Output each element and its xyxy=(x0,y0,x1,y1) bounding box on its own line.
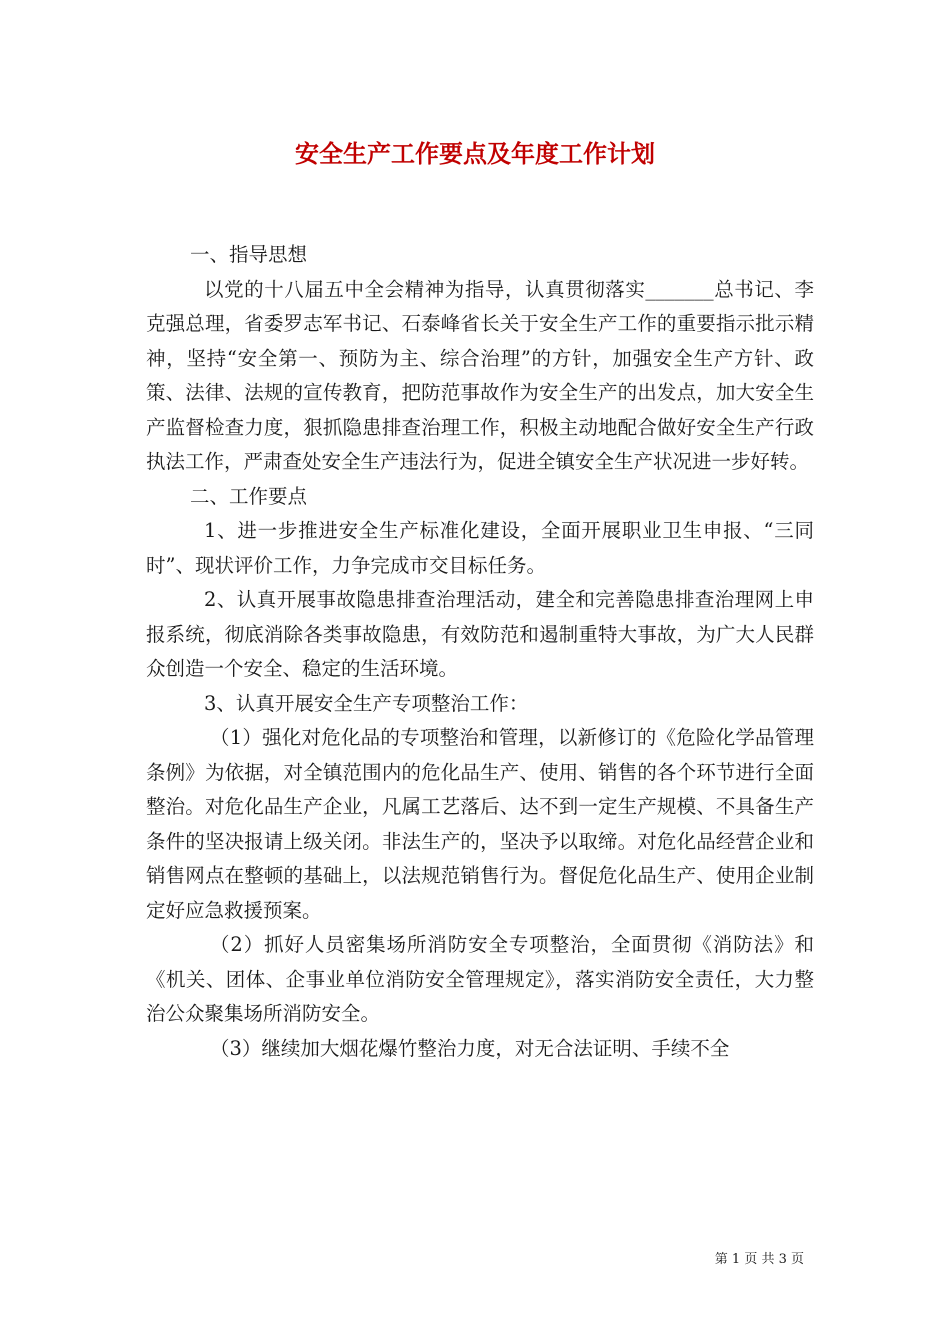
section-heading-guiding-ideology: 一、指导思想 xyxy=(190,243,308,266)
sub-item-2: （2）抓好人员密集场所消防安全专项整治，全面贯彻《消防法》和《机关、团体、企事业单位消防安全管理规定》，落实消防安全责任，大力整治公众聚集场所消防安全。 xyxy=(146,933,814,1025)
document-title: 安全生产工作要点及年度工作计划 xyxy=(295,139,655,168)
list-item-2: 2、认真开展事故隐患排查治理活动，建全和完善隐患排查治理网上申报系统，彻底消除各类事故隐患，有效防范和遏制重特大事故，为广大人民群众创造一个安全、稳定的生活环境。 xyxy=(146,588,814,680)
sub-item-3: （3）继续加大烟花爆竹整治力度，对无合法证明、手续不全 xyxy=(210,1036,730,1060)
page-number-footer: 第 1 页 共 3 页 xyxy=(714,1252,804,1267)
sub-item-1: （1）强化对危化品的专项整治和管理，以新修订的《危险化学品管理条例》为依据，对全镇范围内的危化品生产、使用、销售的各个环节进行全面整治。对危化品生产企业，凡属工艺落后、达不到一定生产规模、不具备生产条件的坚决报请上级关闭。非法生产的，坚决予以取缔。对危化品经营企业和销售网点在整顿的基础上，以法规范销售行为。督促危化品生产、使用企业制定好应急救援预案。 xyxy=(146,726,814,922)
list-item-1: 1、进一步推进安全生产标准化建设，全面开展职业卫生申报、“三同时”、现状评价工作，力争完成市交目标任务。 xyxy=(146,519,814,577)
document-body xyxy=(146,238,814,1066)
list-item-3: 3、认真开展安全生产专项整治工作： xyxy=(204,691,529,715)
section-heading-work-points: 二、工作要点 xyxy=(190,484,308,508)
paragraph-guiding-ideology: 以党的十八届五中全会精神为指导，认真贯彻落实_______总书记、李克强总理，省委罗志军书记、石泰峰省长关于安全生产工作的重要指示批示精神，坚持“安全第一、预防为主、综合治理”的方针，加强安全生产方针、政策、法律、法规的宣传教育，把防范事故作为安全生产的出发点，加大安全生产监督检查力度，狠抓隐患排查治理工作，积极主动地配合做好安全生产行政执法工作，严肃查处安全生产违法行为，促进全镇安全生产状况进一步好转。 xyxy=(146,277,814,473)
